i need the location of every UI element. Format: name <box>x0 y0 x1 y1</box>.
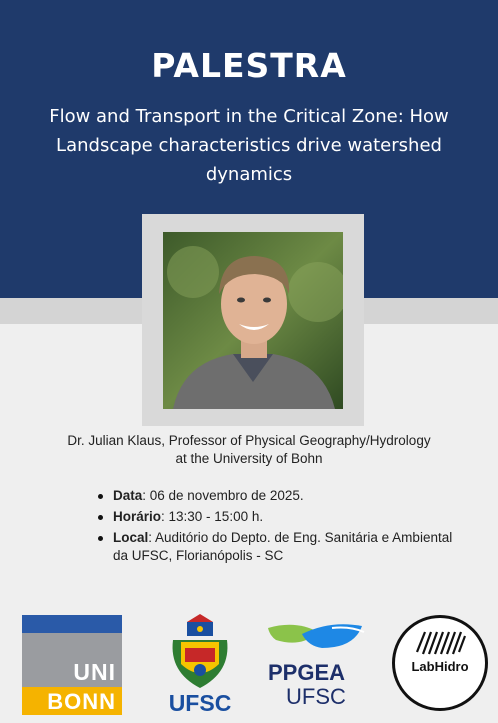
speaker-info <box>14 432 484 468</box>
talk-title: Flow and Transport in the Critical Zone: How Landscape characteristics drive watershed dynamics <box>49 106 449 185</box>
ufsc-logo-text: UFSC <box>168 690 232 716</box>
event-type-title: PALESTRA <box>151 46 347 85</box>
bullet-icon <box>98 494 103 499</box>
ppgea-leaf-icon <box>266 618 370 656</box>
detail-value: : Auditório do Depto. de Eng. Sanitária e Ambiental da UFSC, Florianópolis - SC <box>113 530 453 563</box>
detail-value: : 13:30 - 15:00 h. <box>161 509 264 524</box>
partner-logos <box>0 612 498 720</box>
detail-date <box>98 487 468 505</box>
ufsc-crest-icon <box>163 612 237 692</box>
ufsc-logo <box>163 612 237 718</box>
bonn-logo-uni-text: UNI <box>73 659 116 685</box>
speaker-photo-frame <box>142 214 364 426</box>
detail-value: : 06 de novembro de 2025. <box>142 488 304 503</box>
labhidro-rain-icon <box>395 624 485 664</box>
labhidro-logo <box>392 615 488 711</box>
detail-label: Local <box>113 530 149 545</box>
speaker-affiliation-line: at the University of Bohn <box>175 451 323 466</box>
ppgea-logo-text: PPGEA <box>268 660 346 685</box>
ppgea-logo-subtext: UFSC <box>286 684 346 709</box>
bonn-logo-bonn-text: BONN <box>47 689 116 714</box>
labhidro-logo-text: LabHidro <box>411 659 469 674</box>
uni-bonn-logo <box>22 615 122 715</box>
detail-label: Horário <box>113 509 162 524</box>
speaker-photo <box>163 232 343 409</box>
detail-time <box>98 508 468 526</box>
bullet-icon <box>98 515 103 520</box>
ppgea-logo <box>266 618 372 718</box>
event-details-list <box>98 487 468 568</box>
detail-location <box>98 529 468 565</box>
speaker-name-line: Dr. Julian Klaus, Professor of Physical Geography/Hydrology <box>67 433 431 448</box>
bullet-icon <box>98 536 103 541</box>
detail-label: Data <box>113 488 143 503</box>
